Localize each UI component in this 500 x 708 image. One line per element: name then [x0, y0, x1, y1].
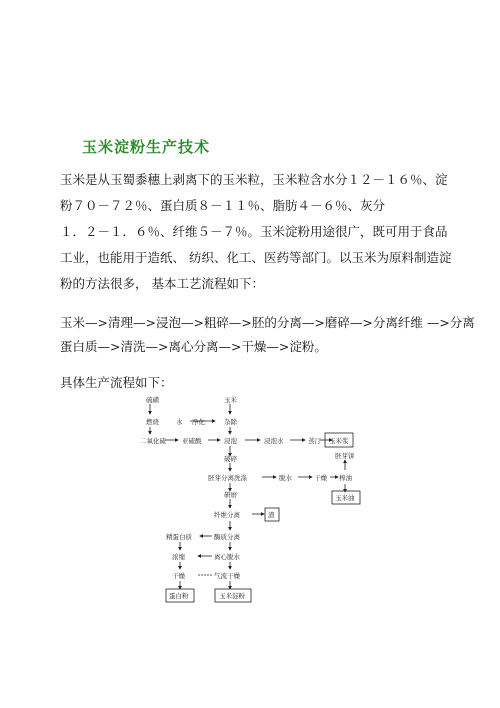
- paragraph-line: 粉的方法很多， 基本工艺流程如下：: [60, 276, 264, 291]
- flow-line: 蛋白质—>清洗—>离心分离—>干燥—>淀粉。: [60, 339, 327, 354]
- node-soak: 浸泡: [224, 437, 237, 445]
- node-sulfur: 硫磺: [146, 396, 159, 404]
- node-starch-separation: 酶质分离: [214, 533, 240, 541]
- flow-line: 玉米—>清理—>浸泡—>粗碎—>胚的分离—>磨碎—>分离纤维 —>分离: [60, 315, 475, 330]
- node-purify: 净化: [192, 418, 205, 426]
- node-water: 水: [176, 418, 183, 426]
- node-impurity: 杂除: [224, 418, 237, 426]
- node-residue: 渣: [268, 511, 275, 519]
- node-centrifuge: 离心脱水: [214, 553, 240, 561]
- paragraph-line: 玉米是从玉蜀黍穗上剥离下的玉米粒，玉米粒含水分１２－１６％、淀: [60, 172, 448, 187]
- node-corn-syrup: 玉米浆: [329, 437, 349, 445]
- node-corn-starch: 玉米淀粉: [219, 592, 245, 600]
- node-corn-oil: 玉米油: [335, 494, 355, 502]
- subheading: 具体生产流程如下：: [60, 375, 173, 390]
- node-so2: 二氧化硫: [140, 437, 166, 445]
- node-germ-separation: 胚芽分离洗涤: [208, 474, 247, 482]
- node-sulfurous-acid: 亚硫酸: [182, 437, 202, 445]
- node-corn: 玉米: [224, 396, 237, 404]
- paragraph-line: 工业，也能用于造纸、 纺织、化工、医药等部门。以玉米为原料制造淀: [60, 250, 452, 265]
- node-dry-protein: 干燥: [172, 572, 185, 580]
- node-press: 榨油: [339, 474, 352, 482]
- node-soak-water: 浸泡水: [264, 437, 284, 445]
- node-dry: 干燥: [314, 474, 327, 482]
- node-crush: 破碎: [224, 455, 237, 463]
- node-fiber-separation: 纤维分离: [214, 511, 240, 519]
- page-title: 玉米淀粉生产技术: [82, 138, 211, 156]
- node-dewater: 脱水: [279, 474, 292, 482]
- node-airflow-dry: 气流干燥: [214, 572, 240, 580]
- node-evaporate: 蒸汀: [308, 437, 321, 445]
- paragraph-line: 粉７０－７２％、蛋白质８－１１％、脂肪４－６％、灰分: [60, 198, 386, 213]
- paragraph-line: １．２－１．６％、纤维５－７％。玉米淀粉用途很广，既可用于食品: [60, 224, 448, 239]
- node-germ-cake: 胚芽饼: [335, 452, 355, 460]
- node-grind: 研磨: [224, 491, 237, 499]
- node-burn: 燃烧: [146, 418, 159, 426]
- node-gluten-concentrate: 精蛋白质: [166, 533, 192, 541]
- node-protein-powder: 蛋白粉: [169, 592, 189, 600]
- node-thicken: 浓缩: [172, 553, 185, 561]
